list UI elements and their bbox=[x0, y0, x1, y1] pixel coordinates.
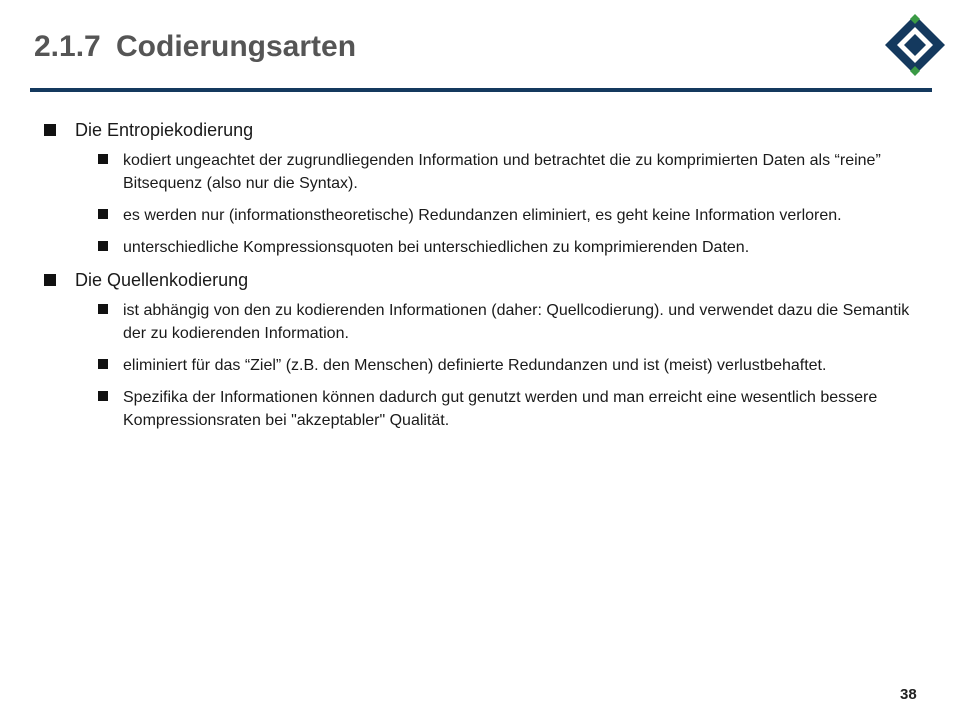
section-number: 2.1.7 bbox=[34, 30, 101, 63]
square-bullet-icon bbox=[98, 209, 108, 219]
square-bullet-icon bbox=[98, 241, 108, 251]
square-bullet-icon bbox=[44, 274, 56, 286]
square-bullet-icon bbox=[98, 304, 108, 314]
page-number: 38 bbox=[900, 686, 917, 703]
title-text: Codierungsarten bbox=[116, 30, 357, 63]
list-item: es werden nur (informationstheoretische) Redundanzen eliminiert, es geht keine Information verloren. bbox=[98, 204, 924, 227]
slide-body bbox=[44, 118, 924, 441]
list-item: ist abhängig von den zu kodierenden Informationen (daher: Quellcodierung). und verwendet dazu die Semantik der zu kodierenden Information. bbox=[98, 299, 924, 345]
title-underline bbox=[30, 88, 932, 92]
list-item: Spezifika der Informationen können dadurch gut genutzt werden und man erreicht eine wesentlich bessere Kompressionsraten bei "akzeptabler" Qualität. bbox=[98, 386, 924, 432]
square-bullet-icon bbox=[44, 124, 56, 136]
diamond-logo-icon bbox=[884, 14, 946, 76]
section-heading-quellenkodierung: Die Quellenkodierung bbox=[44, 268, 924, 292]
slide-title bbox=[34, 30, 356, 64]
square-bullet-icon bbox=[98, 359, 108, 369]
list-item: kodiert ungeachtet der zugrundliegenden Information und betrachtet die zu komprimierten Daten als “reine” Bitsequenz (also nur die Syntax). bbox=[98, 149, 924, 195]
square-bullet-icon bbox=[98, 391, 108, 401]
list-item: eliminiert für das “Ziel” (z.B. den Menschen) definierte Redundanzen und ist (meist) verlustbehaftet. bbox=[98, 354, 924, 377]
list-item: unterschiedliche Kompressionsquoten bei unterschiedlichen zu komprimierenden Daten. bbox=[98, 236, 924, 259]
square-bullet-icon bbox=[98, 154, 108, 164]
section-heading-entropiekodierung: Die Entropiekodierung bbox=[44, 118, 924, 142]
